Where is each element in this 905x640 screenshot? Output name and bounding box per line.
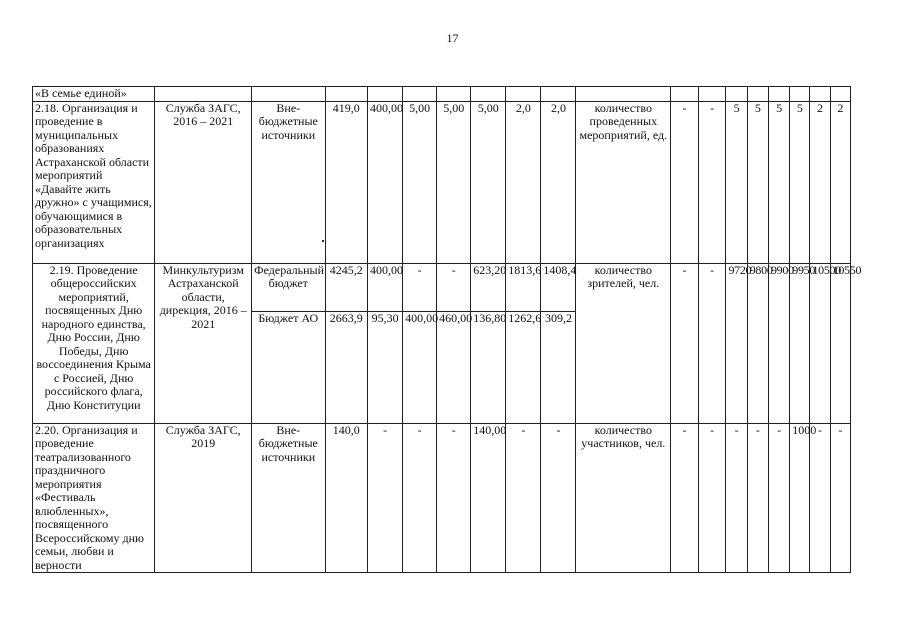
funding-year: 1813,6 [506,263,541,311]
indicator-value: 5 [768,101,789,263]
executor: Служба ЗАГС, 2019 [155,423,252,573]
indicator-value: - [830,423,850,573]
indicator-value: 10500 [810,263,830,423]
funding-year: 460,00 [437,311,471,423]
funding-year: 2,0 [541,101,576,263]
indicator-value: - [726,423,747,573]
page-number: 17 [446,31,459,45]
funding-total: 419,0 [325,101,368,263]
funding-year: - [437,263,471,311]
funding-source: Бюджет АО [252,311,325,423]
funding-source: Вне-бюджетные источники [252,101,325,263]
indicator-value: - [698,101,726,263]
indicator-value: - [810,423,830,573]
funding-year: - [437,423,471,573]
funding-source: Федеральный бюджет [252,263,325,311]
funding-year: 1262,6 [506,311,541,423]
indicator-value: 9800 [747,263,768,423]
table-row [33,87,851,102]
funding-year: 400,00 [368,101,403,263]
program-table [32,86,862,573]
indicator-value: 1000 [790,423,810,573]
funding-year: 95,30 [368,311,403,423]
indicator: количество зрителей, чел. [576,263,671,423]
funding-year: 623,20 [471,263,506,311]
scan-speck [322,240,324,242]
indicator-value: 9720 [726,263,747,423]
indicator-value: 9900 [768,263,789,423]
funding-source: Вне-бюджетные источники [252,423,325,573]
funding-year: - [506,423,541,573]
table-row [33,423,851,573]
funding-year: - [403,423,437,573]
funding-year: 5,00 [403,101,437,263]
funding-total: 4245,2 [325,263,368,311]
event-name: 2.18. Организация и проведение в муниципальных образованиях Астраханской области мероприятий «Давайте жить дружно» с учащимися, обучающимися в образовательных организациях [33,101,155,263]
indicator-value: - [698,263,726,423]
indicator-value: - [698,423,726,573]
indicator-value: - [671,263,699,423]
executor: Служба ЗАГС, 2016 – 2021 [155,101,252,263]
funding-year: - [403,263,437,311]
funding-year: - [368,423,403,573]
indicator-value: 9950 [790,263,810,423]
indicator-value: 10550 [830,263,850,423]
indicator-value: - [671,101,699,263]
funding-year: 400,00 [368,263,403,311]
funding-year: 5,00 [471,101,506,263]
funding-year: 1408,4 [541,263,576,311]
funding-total: 2663,9 [325,311,368,423]
indicator-value: - [671,423,699,573]
indicator-value: 2 [810,101,830,263]
indicator-value: - [768,423,789,573]
table-row [33,101,851,263]
funding-year: 309,2 [541,311,576,423]
executor: Минкультуризм Астраханской области, дирекция, 2016 – 2021 [155,263,252,423]
event-name: 2.20. Организация и проведение театрализованного праздничного мероприятия «Фестиваль влюбленных», посвященного Всероссийскому дню семьи, любви и верности [33,423,155,573]
funding-year: 5,00 [437,101,471,263]
indicator-value: 2 [830,101,850,263]
table-row [33,263,851,311]
carry-over-text: «В семье единой» [33,87,155,102]
indicator: количество участников, чел. [576,423,671,573]
funding-year: 400,00 [403,311,437,423]
funding-year: - [541,423,576,573]
indicator: количество проведенных мероприятий, ед. [576,101,671,263]
indicator-value: 5 [747,101,768,263]
indicator-value: 5 [726,101,747,263]
funding-year: 136,80 [471,311,506,423]
funding-total: 140,0 [325,423,368,573]
indicator-value: 5 [790,101,810,263]
event-name: 2.19. Проведение общероссийских мероприятий, посвященных Дню народного единства, Дню России, Дню Победы, Дню воссоединения Крыма с Россией, Дню российского флага, Дню Конституции [33,263,155,423]
funding-year: 140,00 [471,423,506,573]
indicator-value: - [747,423,768,573]
funding-year: 2,0 [506,101,541,263]
